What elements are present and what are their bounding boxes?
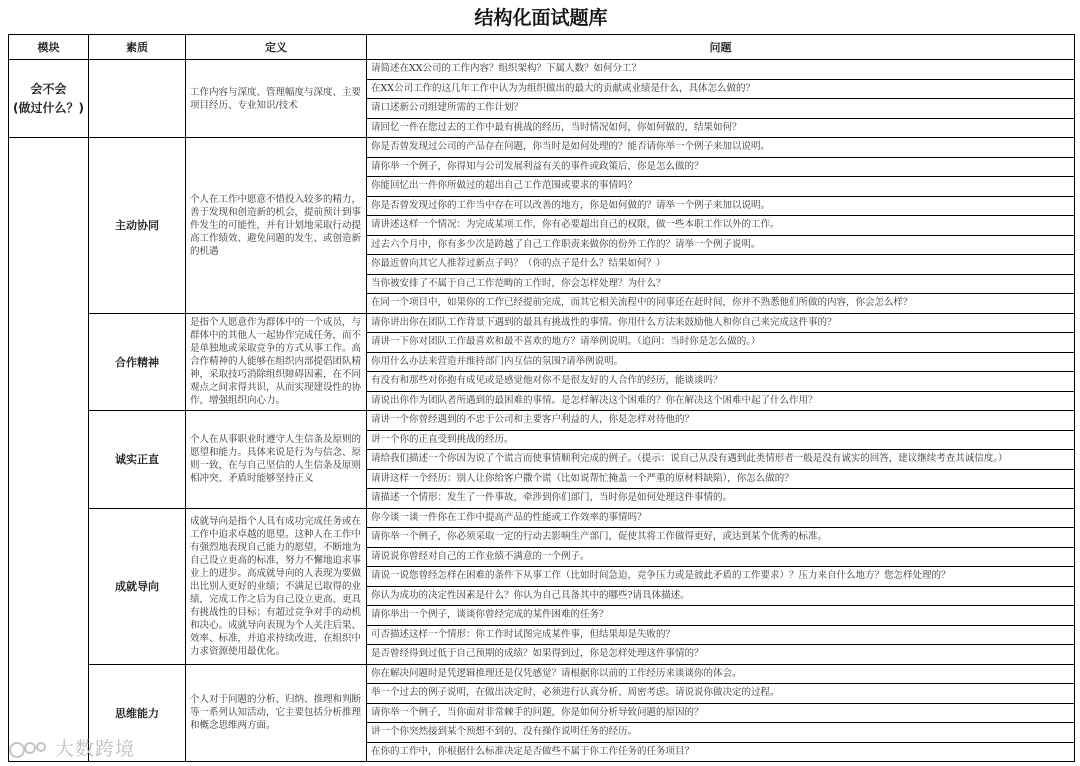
watermark [8, 734, 135, 761]
question-cell: 请说说你曾经对自己的工作业绩不满意的一个例子。 [367, 547, 1075, 567]
definition-cell: 是指个人愿意作为群体中的一个成员，与群体中的其他人一起协作完成任务，而不是单独地或采取竞争的方式从事工作。高合作精神的人能够在组织内部提倡团队精神，采取技巧消除组织障碍因素，在不同观点之间求得共识，从而实现建设性的协作，增强组织向心力。 [186, 313, 367, 411]
question-cell: 讲一个你突然接到某个预想不到的、没有操作说明任务的经历。 [367, 723, 1075, 743]
quality-cell: 成就导向 [89, 508, 186, 664]
question-cell: 你是否曾发现过公司的产品存在问题，你当时是如何处理的？能否请你举一个例子来加以说明。 [367, 138, 1075, 158]
definition-cell: 工作内容与深度、管理幅度与深度、主要项目经历、专业知识/技术 [186, 60, 367, 138]
table-row [9, 664, 1075, 684]
question-cell: 请描述一个情形：发生了一件事故，牵涉到你们部门，当时你是如何处理这件事情的。 [367, 489, 1075, 509]
table-row [9, 60, 1075, 80]
question-cell: 过去六个月中，你有多少次是跨越了自己工作职责来做你的份外工作的？请举一个例子说明。 [367, 235, 1075, 255]
question-cell: 请说一说您曾经怎样在困难的条件下从事工作（比如时间急迫，竞争压力或是彼此矛盾的工作要求）？压力来自什么地方？您怎样处理的？ [367, 567, 1075, 587]
header-module: 模块 [9, 35, 89, 60]
module-cell [9, 138, 89, 762]
definition-cell: 个人对于问题的分析、归纳、推理和判断等一系列认知活动，它主要包括分析推理和概念思维两方面。 [186, 664, 367, 762]
question-cell: 当你被安排了不属于自己工作范畴的工作时，你会怎样处理？为什么？ [367, 274, 1075, 294]
question-cell: 请讲一下你对团队工作最喜欢和最不喜欢的地方？请举例说明。（追问：当时你是怎么做的。） [367, 333, 1075, 353]
question-cell: 请你讲出你在团队工作背景下遇到的最具有挑战性的事情。你用什么方法来鼓励他人和你自己来完成这件事的？ [367, 313, 1075, 333]
question-cell: 你用什么办法来营造并维持部门内互信的氛围?请举例说明。 [367, 352, 1075, 372]
question-cell: 你能回忆出一件你所做过的超出自己工作范围或要求的事情吗？ [367, 177, 1075, 197]
question-cell: 在同一个项目中，如果你的工作已经提前完成，而其它相关流程中的同事还在赶时间，你并不熟悉他们所做的内容，你会怎么样？ [367, 294, 1075, 314]
table-body [9, 60, 1075, 762]
question-cell: 在XX公司工作的这几年工作中认为为组织做出的最大的贡献或业绩是什么，具体怎么做的？ [367, 79, 1075, 99]
quality-cell: 诚实正直 [89, 411, 186, 509]
definition-cell: 成就导向是指个人具有成功完成任务或在工作中追求卓越的愿望。这种人在工作中有强烈地表现自己能力的愿望，不断地为自己设立更高的标准，努力不懈地追求事业上的进步。高成就导向的人表现为要做出比别人更好的业绩；不满足已取得的业绩，完成工作之后为自己设立更高、更具有挑战性的目标；有超过竞争对手的动机和决心。成就导向表现为个人关注后果、效率、标准，并追求持续改进，在组织中力求资源使用最优化。 [186, 508, 367, 664]
table-row [9, 313, 1075, 333]
question-cell: 请讲一个你曾经遇到的不忠于公司和主要客户利益的人，你是怎样对待他的？ [367, 411, 1075, 431]
question-cell: 请你举一个例子，你得知与公司发展利益有关的事件或政策后，你是怎么做的？ [367, 157, 1075, 177]
question-cell: 你认为成功的决定性因素是什么？你认为自己具备其中的哪些?请具体描述。 [367, 586, 1075, 606]
definition-cell: 个人在工作中愿意不惜投入较多的精力，善于发现和创造新的机会，提前预计到事件发生的可能性，并有计划地采取行动提高工作绩效、避免问题的发生、或创造新的机遇 [186, 138, 367, 314]
question-cell: 在你的工作中，你根据什么标准决定是否做些不属于你工作任务的任务项目？ [367, 742, 1075, 762]
header-questions: 问题 [367, 35, 1075, 60]
question-cell: 你在解决问题时是凭逻辑推理还是仅凭感觉？请根据你以前的工作经历来谈谈你的体会。 [367, 664, 1075, 684]
question-cell: 举一个过去的例子说明，在做出决定时，必须进行认真分析、周密考虑。请说说你做决定的过程。 [367, 684, 1075, 704]
question-cell: 请口述新公司组建所需的工作计划？ [367, 99, 1075, 119]
quality-cell: 主动协同 [89, 138, 186, 314]
question-cell: 请讲述这样一个情况：为完成某项工作，你有必要超出自己的权限，做一些本职工作以外的工作。 [367, 216, 1075, 236]
question-cell: 你最近曾向其它人推荐过新点子吗？（你的点子是什么？结果如何？） [367, 255, 1075, 275]
quality-cell [89, 60, 186, 138]
question-cell: 请说出你作为团队者所遇到的最困难的事情。是怎样解决这个困难的？你在解决这个困难中起了什么作用？ [367, 391, 1075, 411]
page-title: 结构化面试题库 [8, 0, 1074, 35]
question-cell: 你今谈一谈一件你在工作中提高产品的性能或工作效率的事情吗？ [367, 508, 1075, 528]
table-row [9, 138, 1075, 158]
definition-cell: 个人在从事职业时遵守人生信条及原则的愿望和能力。具体来说是行为与信念、原则一致，在与自己坚信的人生信条及原则相冲突、矛盾时能够坚持正义 [186, 411, 367, 509]
table-row [9, 411, 1075, 431]
question-cell: 可否描述这样一个情形：你工作时试图完成某件事，但结果却是失败的？ [367, 625, 1075, 645]
question-cell: 请你举出一个例子，谈谈你曾经完成的某件困难的任务？ [367, 606, 1075, 626]
quality-cell: 合作精神 [89, 313, 186, 411]
question-cell: 请你举一个例子，当你面对非常棘手的问题，你是如何分析导致问题的原因的？ [367, 703, 1075, 723]
question-cell: 请你举一个例子，你必须采取一定的行动去影响生产部门，促使其将工作做得更好，或达到某个优秀的标准。 [367, 528, 1075, 548]
question-cell: 请简述在XX公司的工作内容？组织架构？下属人数？如何分工？ [367, 60, 1075, 80]
quality-cell: 思维能力 [89, 664, 186, 762]
module-cell: 会不会 (做过什么？) [9, 60, 89, 138]
question-cell: 有没有和那些对你抱有成见或是感觉他对你不是很友好的人合作的经历，能谈谈吗？ [367, 372, 1075, 392]
question-cell: 你是否曾发现过你的工作当中存在可以改善的地方，你是如何做的？请举一个例子来加以说明。 [367, 196, 1075, 216]
question-cell: 是否曾经得到过低于自己预期的成绩？如果得到过，你是怎样处理这件事情的？ [367, 645, 1075, 665]
question-cell: 请给我们描述一个你因为说了个谎言而使事情顺利完成的例子。（提示：说自己从没有遇到此类情形者一般是没有诚实的回答，建议继续考查其诚信度。） [367, 450, 1075, 470]
question-bank-table [8, 34, 1075, 762]
question-cell: 请讲这样一个经历：别人让你给客户撒个谎（比如说帮忙掩盖一个严重的原材料缺陷），你怎么做的？ [367, 469, 1075, 489]
question-cell: 请回忆一件在您过去的工作中最有挑战的经历，当时情况如何，你如何做的，结果如何？ [367, 118, 1075, 138]
header-quality: 素质 [89, 35, 186, 60]
header-row [9, 35, 1075, 60]
header-definition: 定义 [186, 35, 367, 60]
question-cell: 讲一个你的正直受到挑战的经历。 [367, 430, 1075, 450]
table-row [9, 508, 1075, 528]
watermark-text: 大数跨境 [55, 738, 136, 760]
watermark-logo-icon [8, 739, 48, 761]
